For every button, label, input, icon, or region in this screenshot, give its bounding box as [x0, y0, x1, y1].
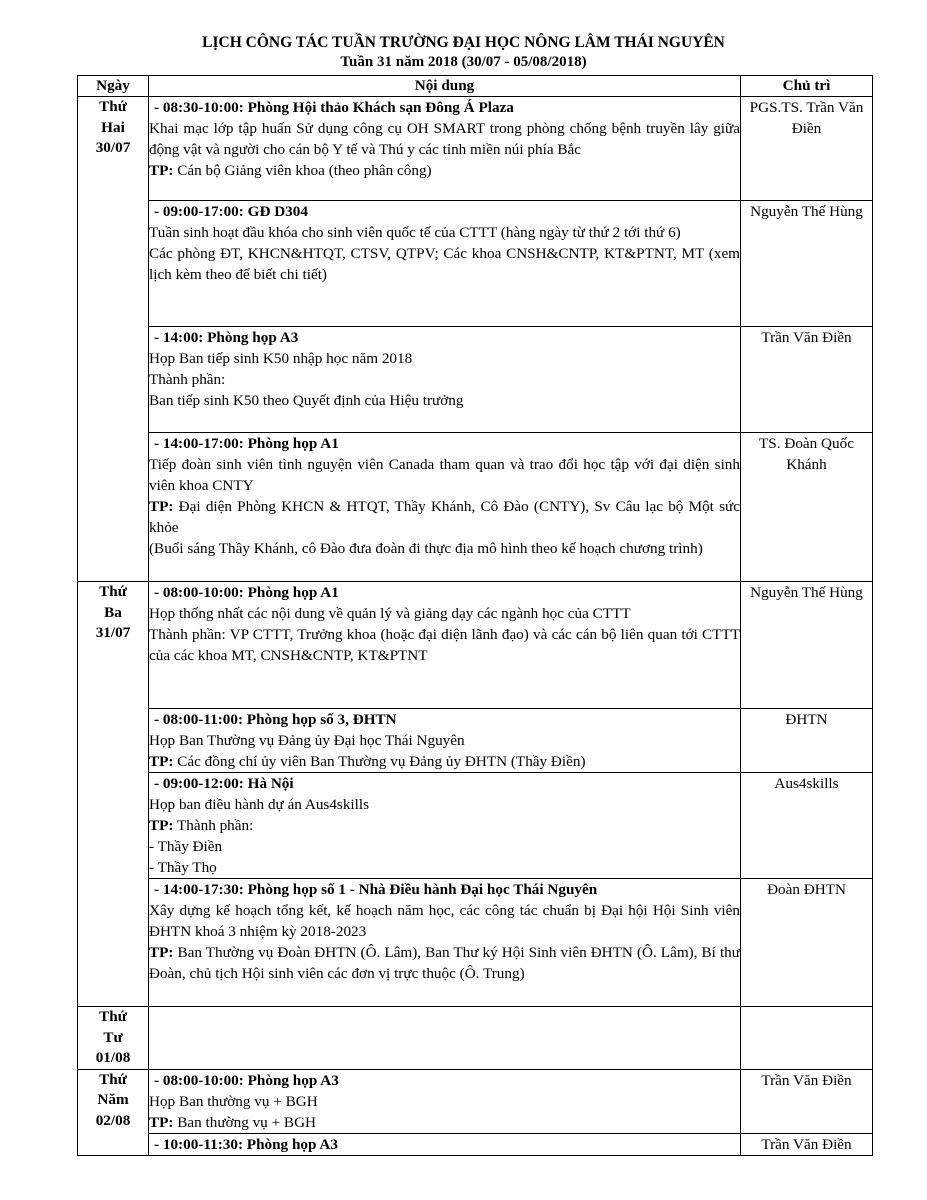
- day-date: 31/07: [95, 624, 131, 641]
- event-participants: Đại diện Phòng KHCN & HTQT, Thầy Khánh, Cô Đào (CNTY), Sv Câu lạc bộ Một sức khỏe: [149, 498, 740, 536]
- day-label: Thứ: [99, 1070, 127, 1088]
- page-title: LỊCH CÔNG TÁC TUẦN TRƯỜNG ĐẠI HỌC NÔNG LÂM THÁI NGUYÊN: [202, 34, 725, 51]
- event-content: [149, 433, 741, 582]
- table-row: [78, 201, 873, 327]
- event-host: Nguyễn Thế Hùng: [741, 582, 873, 709]
- event-host: Aus4skills: [741, 773, 873, 879]
- event-content: [149, 1069, 741, 1133]
- participants-label: TP:: [149, 753, 174, 770]
- event-host: Nguyễn Thế Hùng: [741, 201, 873, 327]
- day-cell: [78, 1007, 149, 1070]
- event-description: Họp ban điều hành dự án Aus4skills: [149, 796, 369, 813]
- event-content: [149, 201, 741, 327]
- day-cell: [78, 97, 149, 582]
- table-row: [78, 709, 873, 773]
- participants-label: TP:: [149, 1113, 174, 1131]
- event-heading: - 10:00-11:30: Phòng họp A3: [154, 1135, 338, 1153]
- event-host: ĐHTN: [741, 709, 873, 773]
- day-name: Tư: [103, 1028, 123, 1046]
- day-name: Ba: [104, 603, 122, 621]
- event-heading: - 08:00-10:00: Phòng họp A3: [154, 1071, 339, 1089]
- participants-label: TP:: [149, 944, 174, 961]
- event-heading: - 14:00: Phòng họp A3: [154, 329, 299, 346]
- event-participants: Thành phần:: [173, 817, 254, 834]
- event-content: [149, 1007, 741, 1070]
- participant-item: - Thầy Thọ: [149, 859, 217, 876]
- table-row: [78, 1007, 873, 1070]
- event-content: [149, 582, 741, 709]
- participants-label: TP:: [149, 498, 174, 515]
- event-description: Họp Ban tiếp sinh K50 nhập học năm 2018: [149, 350, 413, 367]
- table-header-row: [78, 76, 873, 97]
- event-participants: Ban Thường vụ Đoàn ĐHTN (Ô. Lâm), Ban Thư ký Hội Sinh viên ĐHTN (Ô. Lâm), Bí thư Đoàn, chủ tịch Hội sinh viên các đơn vị trực thuộc (Ô. Trung): [149, 944, 740, 982]
- day-name: Hai: [101, 118, 125, 136]
- day-cell: [78, 582, 149, 1007]
- event-content: [149, 97, 741, 201]
- event-heading: - 08:00-10:00: Phòng họp A1: [154, 584, 339, 601]
- event-host: TS. Đoàn Quốc Khánh: [741, 433, 873, 582]
- event-host: PGS.TS. Trần Văn Điền: [741, 97, 873, 201]
- event-participants: Cán bộ Giảng viên khoa (theo phân công): [173, 162, 432, 179]
- event-description: Xây dựng kế hoạch tổng kết, kế hoạch năm học, các công tác chuẩn bị Đại hội Hội Sinh viên ĐHTN khoá 3 nhiệm kỳ 2018-2023: [149, 902, 740, 940]
- event-host: Đoàn ĐHTN: [741, 879, 873, 1007]
- event-heading: - 08:30-10:00: Phòng Hội thảo Khách sạn Đông Á Plaza: [154, 99, 514, 116]
- event-participants: Các đồng chí ủy viên Ban Thường vụ Đảng ủy ĐHTN (Thầy Điền): [173, 753, 586, 770]
- table-row: [78, 773, 873, 879]
- event-description: Tiếp đoàn sinh viên tình nguyện viên Canada tham quan và trao đổi học tập với đại diện sinh viên khoa CNTY: [149, 456, 740, 494]
- day-label: Thứ: [99, 1008, 127, 1025]
- event-content: [149, 327, 741, 433]
- event-note: (Buổi sáng Thầy Khánh, cô Đào đưa đoàn đi thực địa mô hình theo kế hoạch chương trình): [149, 540, 703, 557]
- event-heading: - 09:00-12:00: Hà Nội: [154, 775, 294, 792]
- table-row: [78, 327, 873, 433]
- event-host: Trần Văn Điền: [741, 327, 873, 433]
- column-header-day: Ngày: [78, 76, 149, 97]
- table-row: [78, 879, 873, 1007]
- table-row: [78, 1133, 873, 1155]
- day-label: Thứ: [99, 98, 127, 115]
- table-row: [78, 1069, 873, 1133]
- event-content: [149, 879, 741, 1007]
- participants-label: TP:: [149, 162, 174, 179]
- day-name: Năm: [97, 1091, 129, 1108]
- event-content: [149, 773, 741, 879]
- event-heading: - 14:00-17:30: Phòng họp số 1 - Nhà Điều hành Đại học Thái Nguyên: [154, 881, 598, 898]
- event-heading: - 08:00-11:00: Phòng họp số 3, ĐHTN: [154, 711, 397, 728]
- event-description: Họp Ban thường vụ + BGH: [149, 1092, 318, 1110]
- event-description: Họp thống nhất các nội dung về quản lý và giảng dạy các ngành học của CTTT: [149, 605, 631, 622]
- day-cell: [78, 1069, 149, 1155]
- event-host: Trần Văn Điền: [741, 1069, 873, 1133]
- day-date: 02/08: [95, 1111, 131, 1129]
- table-row: [78, 582, 873, 709]
- event-host: Trần Văn Điền: [741, 1133, 873, 1155]
- event-host: [741, 1007, 873, 1070]
- event-heading: - 14:00-17:00: Phòng họp A1: [154, 435, 339, 452]
- day-date: 30/07: [95, 139, 131, 156]
- column-header-host: Chủ trì: [741, 76, 873, 97]
- column-header-content: Nội dung: [149, 76, 741, 97]
- page-subtitle: Tuần 31 năm 2018 (30/07 - 05/08/2018): [340, 54, 587, 70]
- table-row: [78, 433, 873, 582]
- event-description: Họp Ban Thường vụ Đảng ủy Đại học Thái Nguyên: [149, 732, 465, 749]
- event-heading: - 09:00-17:00: GĐ D304: [154, 203, 308, 220]
- event-description: Tuần sinh hoạt đầu khóa cho sinh viên quốc tế của CTTT (hàng ngày từ thứ 2 tới thứ 6): [149, 224, 681, 241]
- day-label: Thứ: [99, 583, 127, 600]
- event-participants: Thành phần: VP CTTT, Trưởng khoa (hoặc đại diện lãnh đạo) và các cán bộ liên quan tới CTTT của các khoa MT, CNSH&CNTP, KT&PTNT: [149, 626, 740, 664]
- event-description: Khai mạc lớp tập huấn Sử dụng công cụ OH SMART trong phòng chống bệnh truyền lây giữa động vật và người cho cán bộ Y tế và Thú y các tỉnh miền núi phía Bắc: [149, 120, 740, 158]
- schedule-table: [77, 75, 873, 1156]
- day-date: 01/08: [95, 1049, 131, 1066]
- event-content: [149, 1133, 741, 1155]
- table-row: [78, 97, 873, 201]
- event-content: [149, 709, 741, 773]
- event-participants: Ban thường vụ + BGH: [173, 1113, 316, 1131]
- participants-label: TP:: [149, 817, 174, 834]
- event-participants: Ban tiếp sinh K50 theo Quyết định của Hiệu trưởng: [149, 392, 464, 409]
- participants-label: Thành phần:: [149, 371, 226, 388]
- event-participants: Các phòng ĐT, KHCN&HTQT, CTSV, QTPV; Các khoa CNSH&CNTP, KT&PTNT, MT (xem lịch kèm theo để biết chi tiết): [149, 245, 740, 283]
- participant-item: - Thầy Điền: [149, 838, 223, 855]
